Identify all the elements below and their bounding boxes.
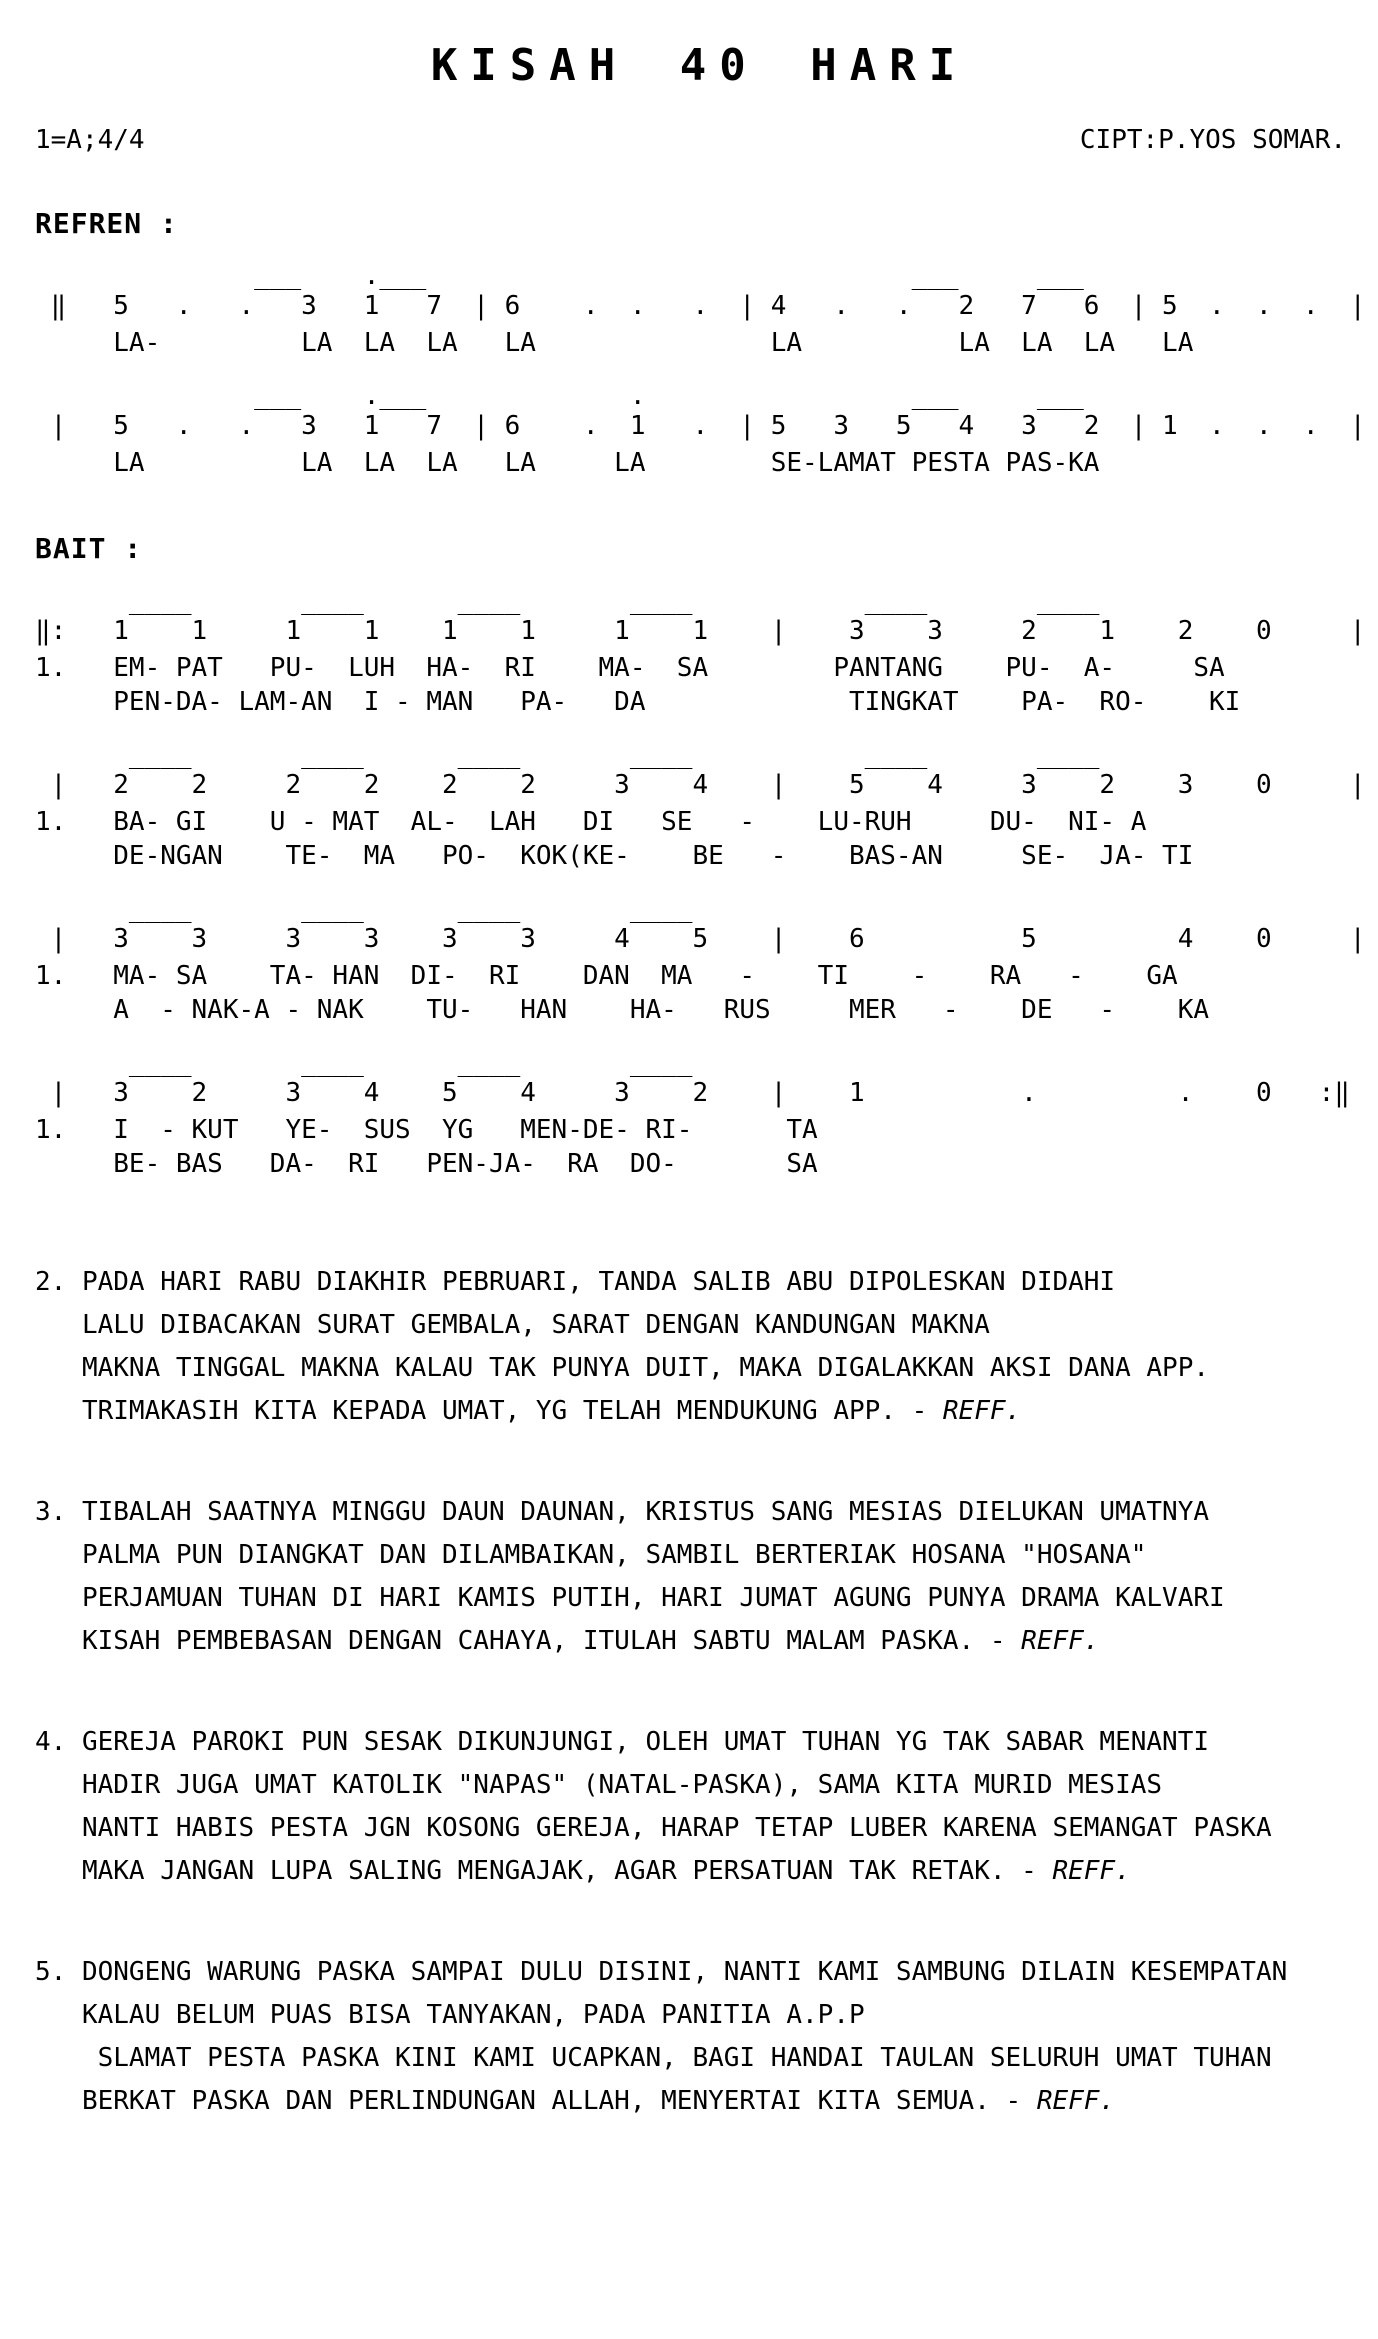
lyric-row: PEN-DA- LAM-AN I - MAN PA- DA TINGKAT PA- RO- KI bbox=[35, 687, 1241, 717]
notation-system bbox=[35, 1048, 1364, 1181]
lyric-row: DE-NGAN TE- MA PO- KOK(KE- BE - BAS-AN SE- JA- TI bbox=[35, 841, 1194, 871]
verse-line: LALU DIBACAKAN SURAT GEMBALA, SARAT DENGAN KANDUNGAN MAKNA bbox=[35, 1310, 990, 1340]
refren-notation bbox=[35, 261, 1366, 480]
verse bbox=[35, 1261, 1364, 1433]
verse-line bbox=[35, 1850, 1364, 1893]
verse-line: PALMA PUN DIANGKAT DAN DILAMBAIKAN, SAMBIL BERTERIAK HOSANA "HOSANA" bbox=[35, 1540, 1147, 1570]
verse-line: 5. DONGENG WARUNG PASKA SAMPAI DULU DISINI, NANTI KAMI SAMBUNG DILAIN KESEMPATAN bbox=[35, 1957, 1288, 1987]
overline-row: ____ ____ ____ ____ bbox=[35, 1048, 693, 1078]
lyric-row: 1. BA- GI U - MAT AL- LAH DI SE - LU-RUH DU- NI- A bbox=[35, 807, 1147, 837]
notation-system bbox=[35, 894, 1366, 1027]
notes-row: | 3 3 3 3 3 3 4 5 | 6 5 4 0 | bbox=[35, 924, 1366, 954]
reff-label: REFF. bbox=[1052, 1856, 1131, 1886]
notation-system bbox=[35, 586, 1366, 719]
notation-system bbox=[35, 740, 1366, 873]
overline-row: ____ ____ ____ ____ ____ ____ bbox=[35, 740, 1100, 770]
notes-row: | 2 2 2 2 2 2 3 4 | 5 4 3 2 3 0 | bbox=[35, 770, 1366, 800]
verse-line bbox=[35, 2080, 1364, 2123]
verse-line: 4. GEREJA PAROKI PUN SESAK DIKUNJUNGI, OLEH UMAT TUHAN YG TAK SABAR MENANTI bbox=[35, 1727, 1209, 1757]
verse-line: 2. PADA HARI RABU DIAKHIR PEBRUARI, TANDA SALIB ABU DIPOLESKAN DIDAHI bbox=[35, 1267, 1116, 1297]
bait-notation bbox=[35, 586, 1366, 1181]
notes-row: ‖ 5 . . 3 1 7 | 6 . . . | 4 . . 2 7 6 | 5 . . . | bbox=[35, 291, 1366, 321]
key-signature: 1=A;4/4 bbox=[35, 125, 145, 155]
song-title: KISAH 40 HARI bbox=[430, 40, 969, 91]
verse-line: HADIR JUGA UMAT KATOLIK "NAPAS" (NATAL-PASKA), SAMA KITA MURID MESIAS bbox=[35, 1770, 1163, 1800]
verse-line-text: MAKA JANGAN LUPA SALING MENGAJAK, AGAR PERSATUAN TAK RETAK. - bbox=[35, 1856, 1053, 1886]
notes-row: | 5 . . 3 1 7 | 6 . 1 . | 5 3 5 4 3 2 | 1 . . . | bbox=[35, 411, 1366, 441]
notation-system bbox=[35, 261, 1366, 360]
bait-heading: BAIT : bbox=[35, 532, 143, 565]
meta-row bbox=[35, 125, 1364, 155]
notation-system bbox=[35, 381, 1366, 480]
verse-line: MAKNA TINGGAL MAKNA KALAU TAK PUNYA DUIT, MAKA DIGALAKKAN AKSI DANA APP. bbox=[35, 1353, 1209, 1383]
verse-line: KALAU BELUM PUAS BISA TANYAKAN, PADA PANITIA A.P.P bbox=[35, 2000, 865, 2030]
reff-label: REFF. bbox=[1021, 1626, 1100, 1656]
verse-line: SLAMAT PESTA PASKA KINI KAMI UCAPKAN, BAGI HANDAI TAULAN SELURUH UMAT TUHAN bbox=[35, 2043, 1272, 2073]
lyric-row: 1. MA- SA TA- HAN DI- RI DAN MA - TI - RA - GA bbox=[35, 961, 1178, 991]
verse-line-text: TRIMAKASIH KITA KEPADA UMAT, YG TELAH MENDUKUNG APP. - bbox=[35, 1396, 943, 1426]
verse-line: 3. TIBALAH SAATNYA MINGGU DAUN DAUNAN, KRISTUS SANG MESIAS DIELUKAN UMATNYA bbox=[35, 1497, 1209, 1527]
notes-row: ‖: 1 1 1 1 1 1 1 1 | 3 3 2 1 2 0 | bbox=[35, 616, 1366, 646]
overline-row: ____ ____ ____ ____ bbox=[35, 894, 693, 924]
verse bbox=[35, 1721, 1364, 1893]
lyric-row: LA LA LA LA LA LA SE-LAMAT PESTA PAS-KA bbox=[35, 448, 1100, 478]
refren-heading: REFREN : bbox=[35, 207, 178, 240]
verse bbox=[35, 1951, 1364, 2123]
lyric-row: BE- BAS DA- RI PEN-JA- RA DO- SA bbox=[35, 1149, 818, 1179]
lyric-row: LA- LA LA LA LA LA LA LA LA LA bbox=[35, 328, 1194, 358]
notes-row: | 3 2 3 4 5 4 3 2 | 1 . . 0 :‖ bbox=[35, 1078, 1350, 1108]
verse-line-text: BERKAT PASKA DAN PERLINDUNGAN ALLAH, MENYERTAI KITA SEMUA. - bbox=[35, 2086, 1037, 2116]
overline-row: ___ .___ . ___ ___ bbox=[35, 381, 1084, 411]
verse-line bbox=[35, 1390, 1364, 1433]
lyric-row: 1. EM- PAT PU- LUH HA- RI MA- SA PANTANG PU- A- SA bbox=[35, 653, 1225, 683]
lyric-row: A - NAK-A - NAK TU- HAN HA- RUS MER - DE - KA bbox=[35, 995, 1209, 1025]
verse bbox=[35, 1491, 1364, 1663]
overline-row: ____ ____ ____ ____ ____ ____ bbox=[35, 586, 1100, 616]
verse-line bbox=[35, 1620, 1364, 1663]
overline-row: ___ .___ ___ ___ bbox=[35, 261, 1084, 291]
reff-label: REFF. bbox=[1036, 2086, 1116, 2116]
verse-line: PERJAMUAN TUHAN DI HARI KAMIS PUTIH, HARI JUMAT AGUNG PUNYA DRAMA KALVARI bbox=[35, 1583, 1225, 1613]
lyric-row: 1. I - KUT YE- SUS YG MEN-DE- RI- TA bbox=[35, 1115, 818, 1145]
verse-line-text: KISAH PEMBEBASAN DENGAN CAHAYA, ITULAH SABTU MALAM PASKA. - bbox=[35, 1626, 1022, 1656]
composer-credit: CIPT:P.YOS SOMAR. bbox=[1079, 125, 1346, 155]
verses bbox=[35, 1261, 1364, 2123]
reff-label: REFF. bbox=[942, 1396, 1022, 1426]
verse-line: NANTI HABIS PESTA JGN KOSONG GEREJA, HARAP TETAP LUBER KARENA SEMANGAT PASKA bbox=[35, 1813, 1272, 1843]
